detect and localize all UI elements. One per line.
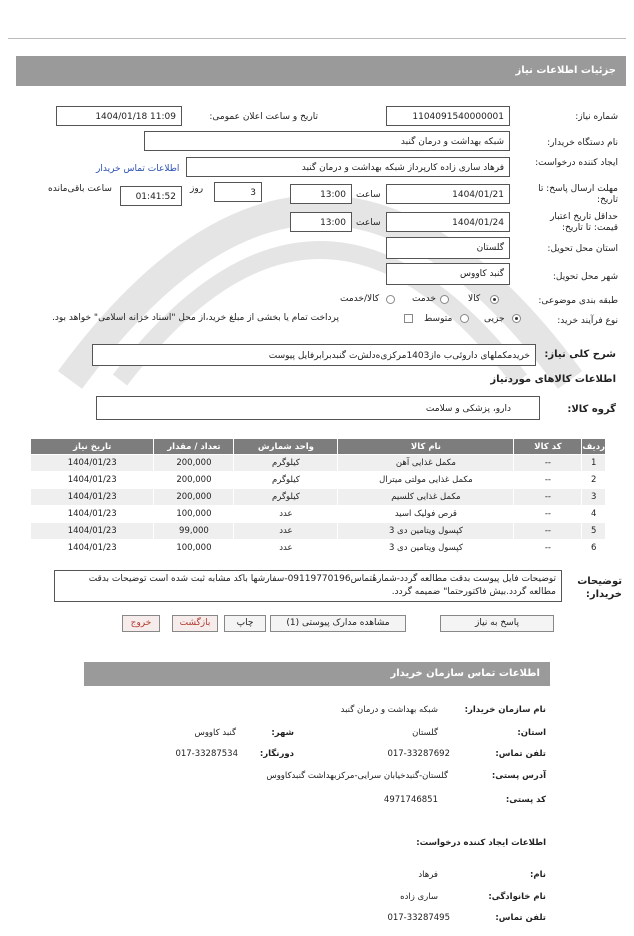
- col-date-header: تاریخ نیاز: [31, 439, 154, 455]
- contact-address-value: گلستان-گنبدخیابان سرایی-مرکزبهداشت گنبدکاووس: [266, 771, 448, 781]
- creator-first-label: نام:: [529, 870, 546, 880]
- need-number-field: 1104091540000001: [386, 106, 510, 126]
- category-label: طبقه بندی موضوعی:: [538, 296, 618, 306]
- deadline-label: مهلت ارسال پاسخ: تا تاریخ:: [538, 184, 618, 205]
- contact-section-header: [84, 662, 550, 686]
- process-minor-radio[interactable]: [512, 314, 521, 323]
- creator-phone-label: تلفن تماس:: [495, 913, 546, 923]
- col-unit-header: واحد شمارش: [234, 439, 338, 455]
- contact-section-title: اطلاعات تماس سازمان خریدار: [390, 668, 540, 679]
- cell-name: قرص فولیک اسید: [338, 506, 514, 523]
- need-number-label: شماره نیاز:: [575, 112, 618, 122]
- cell-code: --: [514, 540, 582, 557]
- deadline-date-field: 1404/01/21: [386, 184, 510, 204]
- remaining-time-field: 01:41:52: [120, 186, 182, 206]
- cell-qty: 100,000: [154, 540, 234, 557]
- cell-date: 1404/01/23: [31, 489, 154, 506]
- cell-date: 1404/01/23: [31, 455, 154, 472]
- process-medium-radio[interactable]: [460, 314, 469, 323]
- validity-label: حداقل تاریخ اعتبار قیمت: تا تاریخ:: [550, 212, 618, 233]
- col-code-header: کد کالا: [514, 439, 582, 455]
- cell-code: --: [514, 489, 582, 506]
- category-service-label: خدمت: [412, 294, 436, 304]
- creator-phone-value: 017-33287495: [387, 913, 450, 923]
- city-label: شهر محل تحویل:: [552, 272, 618, 282]
- cell-code: --: [514, 455, 582, 472]
- deadline-time-label: ساعت: [356, 190, 381, 200]
- buyer-org-label: نام دستگاه خریدار:: [547, 138, 618, 148]
- category-both-radio[interactable]: [386, 295, 395, 304]
- cell-code: --: [514, 506, 582, 523]
- buyer-notes-field: توضیحات فایل پیوست بدقت مطالعه گردد-شمارهٔتماس09119770196-سفارشها باکد مشابه ثبت شده است توضیحات بدقت مطالعه گردد.بیش فاکتورحتما" ضمیمه گردد.: [54, 570, 562, 602]
- cell-code: --: [514, 523, 582, 540]
- cell-row: 3: [582, 489, 606, 506]
- creator-last-value: ساری زاده: [400, 892, 438, 902]
- contact-fax-value: 017-33287534: [175, 749, 238, 759]
- contact-city-label: شهر:: [271, 728, 294, 738]
- category-goods-radio[interactable]: [490, 295, 499, 304]
- page-header: [16, 56, 626, 86]
- contact-postal-label: کد پستی:: [505, 795, 546, 805]
- goods-group-label: گروه کالا:: [567, 404, 616, 415]
- table-row: [31, 506, 606, 523]
- cell-date: 1404/01/23: [31, 540, 154, 557]
- goods-group-field: دارو، پزشکی و سلامت: [96, 396, 540, 420]
- cell-date: 1404/01/23: [31, 506, 154, 523]
- goods-info-title: اطلاعات کالاهای موردنیاز: [490, 374, 616, 385]
- process-medium-label: متوسط: [424, 314, 453, 324]
- creator-first-value: فرهاد: [418, 870, 438, 880]
- cell-date: 1404/01/23: [31, 523, 154, 540]
- cell-qty: 200,000: [154, 489, 234, 506]
- cell-row: 2: [582, 472, 606, 489]
- city-field: گنبد کاووس: [386, 263, 510, 285]
- deadline-time-field: 13:00: [290, 184, 352, 204]
- contact-phone-value: 017-33287692: [387, 749, 450, 759]
- view-attachments-button[interactable]: مشاهده مدارک پیوستی (1): [270, 615, 406, 632]
- province-label: استان محل تحویل:: [547, 244, 618, 254]
- col-row-header: ردیف: [582, 439, 606, 455]
- page-title: جزئیات اطلاعات نیاز: [515, 65, 616, 76]
- table-row: [31, 523, 606, 540]
- cell-unit: کیلوگرم: [234, 472, 338, 489]
- cell-unit: عدد: [234, 523, 338, 540]
- cell-name: مکمل غذایی آهن: [338, 455, 514, 472]
- reply-button[interactable]: پاسخ به نیاز: [440, 615, 554, 632]
- cell-unit: کیلوگرم: [234, 455, 338, 472]
- province-field: گلستان: [386, 237, 510, 259]
- cell-name: مکمل غذایی کلسیم: [338, 489, 514, 506]
- table-header-row: [31, 439, 606, 455]
- contact-phone-label: تلفن تماس:: [495, 749, 546, 759]
- process-minor-label: جزیی: [484, 314, 505, 324]
- cell-row: 6: [582, 540, 606, 557]
- treasury-checkbox[interactable]: [404, 314, 413, 323]
- creator-field: فرهاد ساری زاده کارپرداز شبکه بهداشت و درمان گنبد: [186, 157, 510, 177]
- items-table: [30, 438, 606, 557]
- cell-date: 1404/01/23: [31, 472, 154, 489]
- buyer-notes-label: توضیحات خریدار:: [577, 576, 622, 600]
- cell-qty: 200,000: [154, 455, 234, 472]
- category-goods-label: کالا: [468, 294, 481, 304]
- validity-time-field: 13:00: [290, 212, 352, 232]
- process-label: نوع فرآیند خرید:: [557, 316, 618, 326]
- cell-name: کپسول ویتامین دی 3: [338, 540, 514, 557]
- creator-last-label: نام خانوادگی:: [488, 892, 546, 902]
- print-button[interactable]: چاپ: [224, 615, 266, 632]
- days-field: 3: [214, 182, 262, 202]
- col-qty-header: تعداد / مقدار: [154, 439, 234, 455]
- cell-qty: 100,000: [154, 506, 234, 523]
- back-button[interactable]: بازگشت: [172, 615, 218, 632]
- remaining-time-label: ساعت باقی‌مانده: [48, 184, 112, 194]
- buyer-contact-link[interactable]: اطلاعات تماس خریدار: [96, 164, 180, 174]
- cell-qty: 200,000: [154, 472, 234, 489]
- contact-org-value: شبکه بهداشت و درمان گنبد: [340, 705, 438, 715]
- cell-row: 1: [582, 455, 606, 472]
- table-row: [31, 472, 606, 489]
- top-divider: [8, 38, 626, 39]
- payment-note: پرداخت تمام یا بخشی از مبلغ خرید،از محل "اسناد خزانه اسلامی" خواهد بود.: [52, 313, 340, 323]
- contact-fax-label: دورنگار:: [259, 749, 294, 759]
- exit-button[interactable]: خروج: [122, 615, 160, 632]
- contact-postal-value: 4971746851: [383, 795, 438, 805]
- contact-city-value: گنبد کاووس: [194, 728, 236, 738]
- cell-row: 5: [582, 523, 606, 540]
- buyer-org-field: شبکه بهداشت و درمان گنبد: [144, 131, 510, 151]
- contact-address-label: آدرس پستی:: [491, 771, 546, 781]
- creator-info-title: اطلاعات ایجاد کننده درخواست:: [416, 838, 546, 848]
- days-label: روز: [190, 184, 204, 194]
- contact-org-label: نام سازمان خریدار:: [464, 705, 546, 715]
- category-service-radio[interactable]: [440, 295, 449, 304]
- table-row: [31, 489, 606, 506]
- table-row: [31, 540, 606, 557]
- validity-time-label: ساعت: [356, 218, 381, 228]
- validity-date-field: 1404/01/24: [386, 212, 510, 232]
- cell-name: کپسول ویتامین دی 3: [338, 523, 514, 540]
- creator-label: ایجاد کننده درخواست:: [535, 158, 618, 168]
- cell-qty: 99,000: [154, 523, 234, 540]
- summary-label: شرح کلی نیاز:: [544, 349, 616, 360]
- cell-code: --: [514, 472, 582, 489]
- announce-label: تاریخ و ساعت اعلان عمومی:: [209, 112, 318, 122]
- contact-province-label: استان:: [517, 728, 546, 738]
- category-both-label: کالا/خدمت: [340, 294, 380, 304]
- contact-province-value: گلستان: [412, 728, 438, 738]
- cell-unit: عدد: [234, 506, 338, 523]
- cell-row: 4: [582, 506, 606, 523]
- announce-field: 1404/01/18 11:09: [56, 106, 182, 126]
- summary-field: خریدمکملهای داروئی‌ب ه‌از1403مرکزی‌ه‌دلش‌ت گنبدبرابرفایل پیوست: [92, 344, 536, 366]
- cell-unit: کیلوگرم: [234, 489, 338, 506]
- table-row: [31, 455, 606, 472]
- cell-name: مکمل غذایی مولتی میترال: [338, 472, 514, 489]
- col-name-header: نام کالا: [338, 439, 514, 455]
- cell-unit: عدد: [234, 540, 338, 557]
